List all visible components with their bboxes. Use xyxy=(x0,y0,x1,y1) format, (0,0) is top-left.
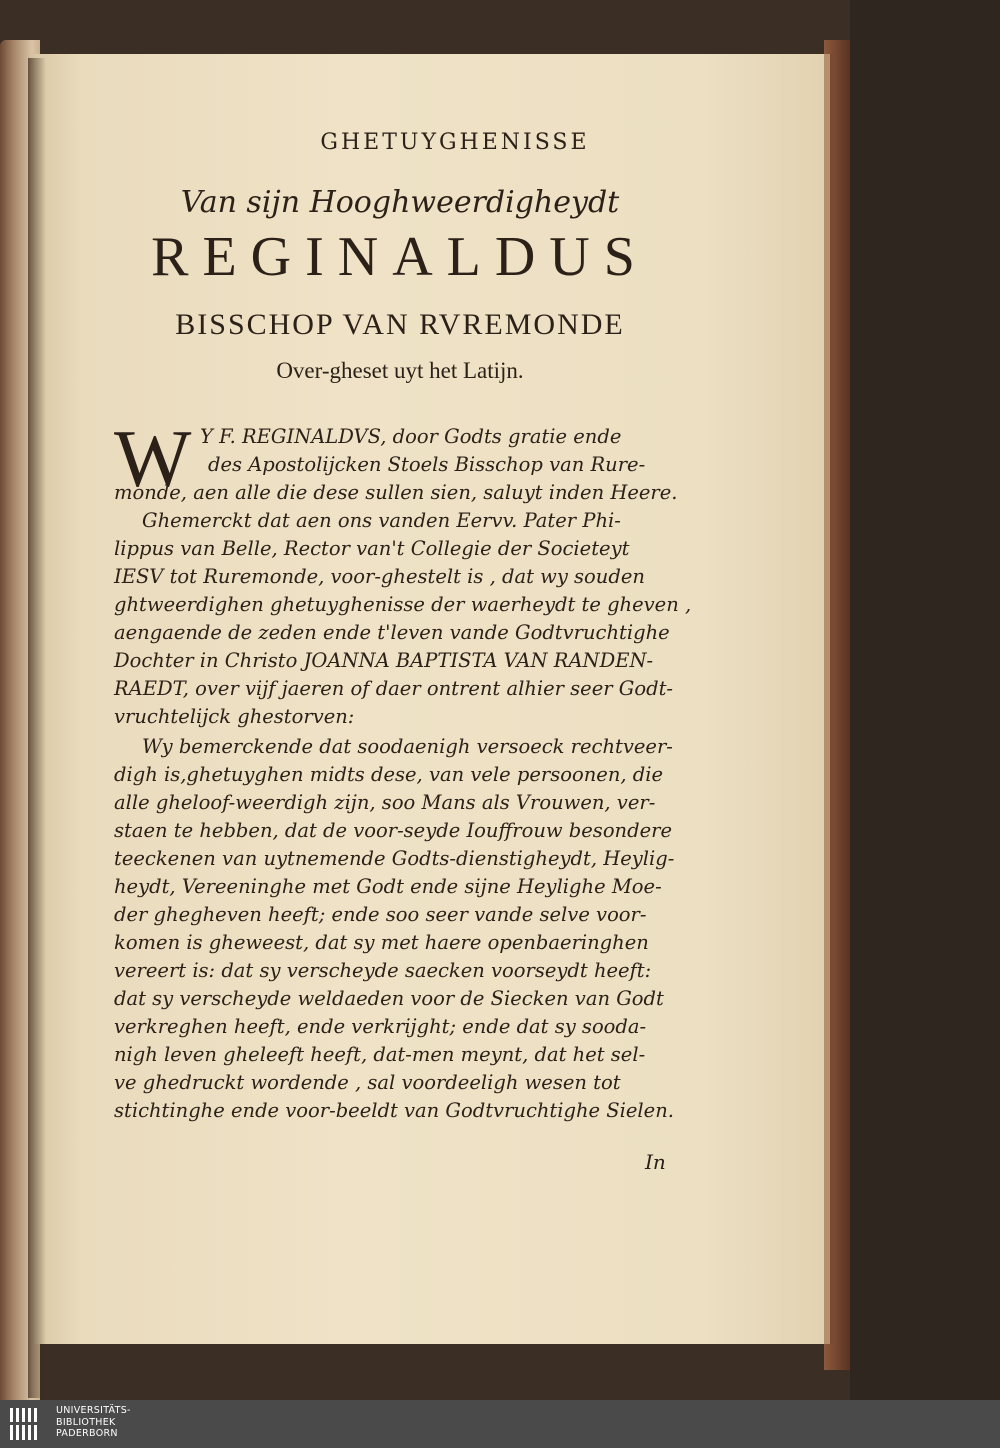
footer-bar xyxy=(0,1400,1000,1448)
body-line: lippus van Belle, Rector van't Collegie der Societeyt xyxy=(114,537,630,560)
body-line: monde, aen alle die dese sullen sien, saluyt inden Heere. xyxy=(114,481,678,504)
body-line: stichtinghe ende voor-beeldt van Godtvruchtighe Sielen. xyxy=(114,1099,674,1122)
book-right-board xyxy=(824,40,850,1370)
body-line: vruchtelijck ghestorven: xyxy=(114,705,355,728)
body-line: ve ghedruckt wordende , sal voordeeligh wesen tot xyxy=(114,1071,621,1094)
body-line: ghtweerdighen ghetuyghenisse der waerheydt te gheven , xyxy=(114,593,692,616)
background xyxy=(850,0,1000,1400)
body-line: der ghegheven heeft; ende soo seer vande selve voor- xyxy=(114,903,647,926)
library-line-1: UNIVERSITÄTS- xyxy=(56,1405,131,1416)
body-line: digh is,ghetuyghen midts dese, van vele persoonen, die xyxy=(114,763,664,786)
title-line-1: Van sijn Hooghweerdigheydt xyxy=(180,185,620,220)
title-line-2: REGINALDUS xyxy=(151,226,649,288)
body-line: nigh leven gheleeft heeft, dat-men meynt, dat het sel- xyxy=(114,1043,646,1066)
body-line: teeckenen van uytnemende Godts-dienstigheydt, Heylig- xyxy=(114,847,675,870)
body-line: heydt, Vereeninghe met Godt ende sijne Heylighe Moe- xyxy=(114,875,662,898)
catchword: In xyxy=(645,1150,666,1174)
body-line: Wy bemerckende dat soodaenigh versoeck rechtveer- xyxy=(142,735,673,758)
body-line: Ghemerckt dat aen ons vanden Eervv. Pater Phi- xyxy=(142,509,621,532)
library-name xyxy=(56,1405,131,1440)
title-line-3: BISSCHOP VAN RVREMONDE xyxy=(175,308,625,341)
body-line: des Apostolijcken Stoels Bisschop van Rure- xyxy=(208,453,646,476)
library-line-2: BIBLIOTHEK xyxy=(56,1416,116,1428)
body-line: aengaende de zeden ende t'leven vande Godtvruchtighe xyxy=(114,621,670,644)
body-line: RAEDT, over vijf jaeren of daer ontrent alhier seer Godt- xyxy=(114,677,673,700)
body-line: IESV tot Ruremonde, voor-ghestelt is , dat wy souden xyxy=(114,565,645,588)
body-line: dat sy verscheyde weldaeden voor de Siecken van Godt xyxy=(114,987,664,1010)
spine-shadow xyxy=(28,58,46,1398)
body-line: komen is gheweest, dat sy met haere openbaeringhen xyxy=(114,931,649,954)
body-line: Dochter in Christo JOANNA BAPTISTA VAN RANDEN- xyxy=(114,649,654,672)
title-line-4: Over-gheset uyt het Latijn. xyxy=(276,358,524,383)
body-line: verkreghen heeft, ende verkrijght; ende dat sy sooda- xyxy=(114,1015,647,1038)
drop-cap: W xyxy=(114,413,192,504)
body-line: alle gheloof-weerdigh zijn, soo Mans als Vrouwen, ver- xyxy=(114,791,656,814)
running-title: GHETUYGHENISSE xyxy=(320,130,590,155)
library-line-3: PADERBORN xyxy=(56,1428,118,1439)
body-line: vereert is: dat sy verscheyde saecken voorseydt heeft: xyxy=(114,959,652,982)
body-line: staen te hebben, dat de voor-seyde Iouffrouw besondere xyxy=(114,819,672,842)
body-line: Y F. REGINALDVS, door Godts gratie ende xyxy=(200,425,622,448)
ub-paderborn-logo-icon xyxy=(8,1406,44,1442)
